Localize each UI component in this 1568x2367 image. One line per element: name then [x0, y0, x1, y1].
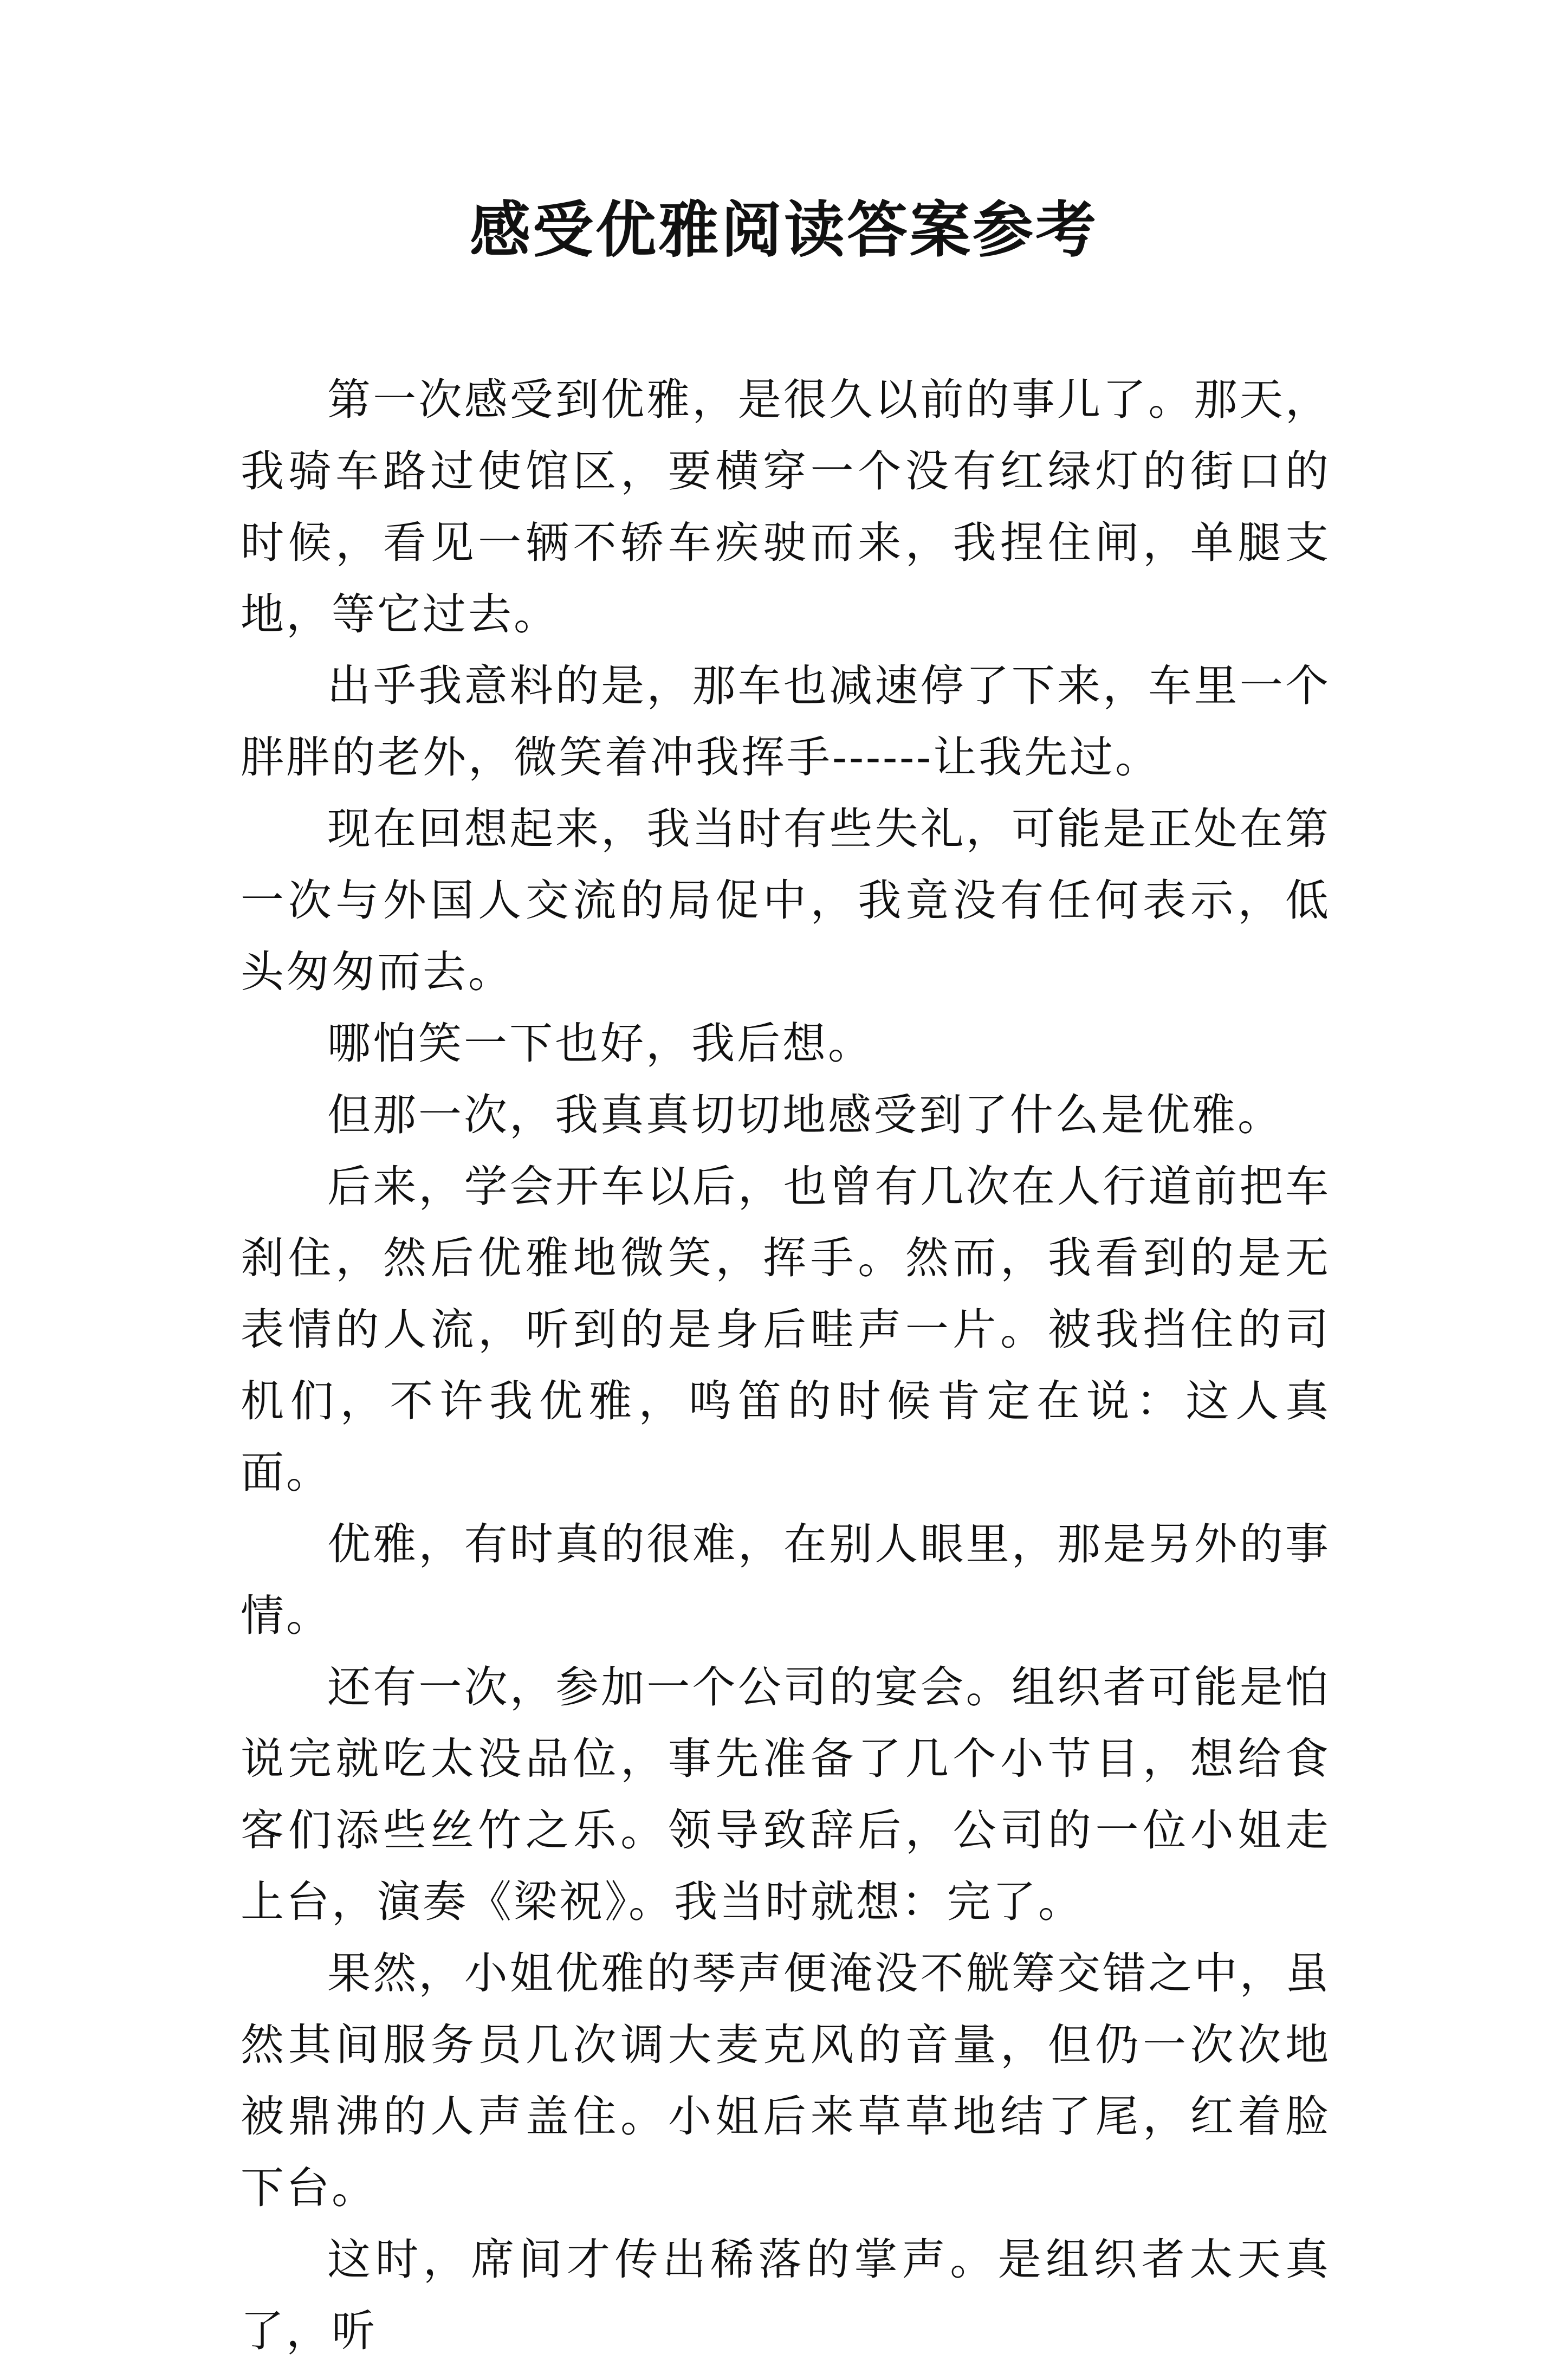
paragraph-3: 现在回想起来，我当时有些失礼，可能是正处在第一次与外国人交流的局促中，我竟没有任何表示，低头匆匆而去。: [241, 804, 1331, 997]
paragraph-6: 后来，学会开车以后，也曾有几次在人行道前把车刹住，然后优雅地微笑，挥手。然而，我看到的是无表情的人流，听到的是身后畦声一片。被我挡住的司机们，不许我优雅，鸣笛的时候肯定在说：这人真面。: [241, 1161, 1331, 1498]
paragraph-7: 优雅，有时真的很难，在别人眼里，那是另外的事情。: [241, 1519, 1331, 1641]
paragraph-8: 还有一次，参加一个公司的宴会。组织者可能是怕说完就吃太没品位，事先准备了几个小节目，想给食客们添些丝竹之乐。领导致辞后，公司的一位小姐走上台，演奏《梁祝》。我当时就想：完了。: [241, 1662, 1331, 1927]
paragraph-10: 这时，席间才传出稀落的掌声。是组织者太天真了，听: [241, 2234, 1331, 2356]
paragraph-2: 出乎我意料的是，那车也减速停了下来，车里一个胖胖的老外，微笑着冲我挥手------让我先过。: [241, 661, 1331, 782]
paragraph-4: 哪怕笑一下也好，我后想。: [327, 1018, 873, 1069]
paragraph-5: 但那一次，我真真切切地感受到了什么是优雅。: [327, 1090, 1283, 1140]
document-title: 感受优雅阅读答案参考: [470, 195, 1098, 266]
paragraph-9: 果然，小姐优雅的琴声便淹没不觥筹交错之中，虽然其间服务员几次调大麦克风的音量，但仍一次次地被鼎沸的人声盖住。小姐后来草草地结了尾，红着脸下台。: [241, 1948, 1331, 2213]
paragraph-1: 第一次感受到优雅，是很久以前的事儿了。那天，我骑车路过使馆区，要横穿一个没有红绿灯的街口的时候，看见一辆不轿车疾驶而来，我捏住闸，单腿支地，等它过去。: [241, 374, 1331, 639]
document-body: [241, 364, 1331, 2367]
